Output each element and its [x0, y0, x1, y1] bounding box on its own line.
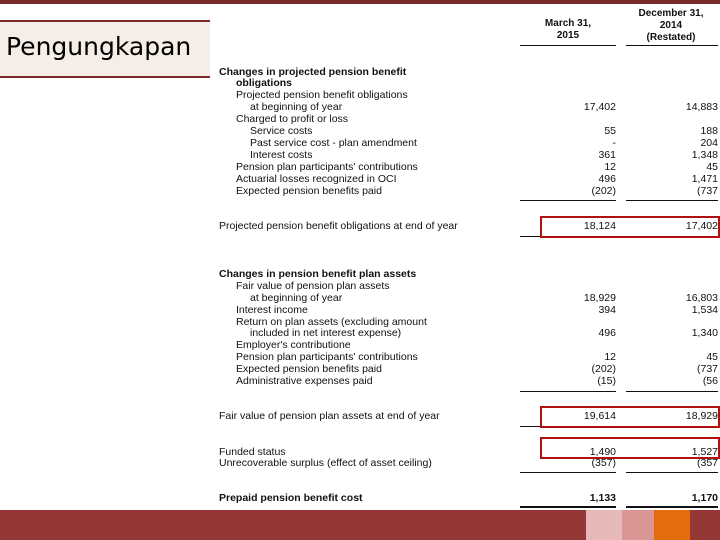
double-underline — [626, 506, 718, 508]
col2-header-line: December 31, — [638, 8, 704, 19]
highlight-box — [540, 406, 720, 428]
value-2014: 204 — [700, 137, 718, 149]
value-2015: - — [612, 137, 616, 149]
highlight-box — [540, 437, 720, 459]
value-2015: 1,133 — [589, 492, 616, 504]
value-2014: 18,929 — [685, 410, 718, 422]
row-label: obligations — [236, 77, 292, 89]
value-2014: 1,170 — [691, 492, 718, 504]
value-2015: 361 — [598, 149, 616, 161]
table-row — [212, 268, 720, 280]
value-2015: (15) — [597, 375, 616, 387]
col2-header-line: 2014 — [659, 20, 683, 31]
col2-header-line: (Restated) — [646, 32, 696, 43]
row-label: included in net interest expense) — [250, 327, 402, 339]
value-2015: (202) — [591, 363, 616, 375]
value-2014: 14,883 — [685, 101, 718, 113]
footer-block — [654, 510, 690, 540]
subtotal-line — [520, 200, 616, 201]
row-label: Fair value of pension plan assets — [236, 280, 390, 292]
value-2014: 188 — [700, 125, 718, 137]
value-2014: (737 — [696, 185, 718, 197]
value-2015: 19,614 — [583, 410, 616, 422]
value-2015: 18,929 — [583, 292, 616, 304]
row-label: Interest costs — [250, 149, 313, 161]
table-row — [212, 304, 720, 316]
row-label: Expected pension benefits paid — [236, 185, 382, 197]
row-label: Changes in projected pension benefit — [219, 66, 407, 78]
table-row — [212, 161, 720, 173]
table-row — [212, 101, 720, 113]
table-row — [212, 185, 720, 197]
value-2015: (357) — [591, 457, 616, 469]
row-label: at beginning of year — [250, 101, 343, 113]
row-label: Charged to profit or loss — [236, 113, 349, 125]
value-2014: 17,402 — [685, 220, 718, 232]
row-label: Return on plan assets (excluding amount — [236, 316, 427, 328]
value-2014: (737 — [696, 363, 718, 375]
col2-header — [626, 8, 716, 44]
value-2015: 394 — [598, 304, 616, 316]
row-label: at beginning of year — [250, 292, 343, 304]
value-2015: 12 — [604, 351, 616, 363]
subtotal-line — [520, 472, 616, 473]
table-row — [212, 492, 720, 504]
value-2015: 12 — [604, 161, 616, 173]
row-label: Fair value of pension plan assets at end of year — [219, 410, 440, 422]
footer-block — [586, 510, 622, 540]
value-2014: 1,471 — [691, 173, 718, 185]
table-row — [212, 327, 720, 339]
financial-table — [212, 4, 720, 510]
table-row — [212, 137, 720, 149]
table-row — [212, 292, 720, 304]
value-2014: (357 — [696, 457, 718, 469]
slide-title: Pengungkapan — [6, 32, 192, 61]
value-2015: 17,402 — [583, 101, 616, 113]
value-2014: 45 — [706, 351, 718, 363]
value-2015: 55 — [604, 125, 616, 137]
row-label: Prepaid pension benefit cost — [219, 492, 363, 504]
table-row — [212, 339, 720, 351]
table-row — [212, 149, 720, 161]
col1-header — [530, 18, 606, 42]
row-label: Service costs — [250, 125, 313, 137]
value-2015: 1,490 — [589, 446, 616, 458]
value-2014: 16,803 — [685, 292, 718, 304]
value-2014: 1,534 — [691, 304, 718, 316]
header-underline — [520, 45, 616, 46]
col1-header-line: 2015 — [556, 30, 580, 41]
row-label: Unrecoverable surplus (effect of asset ceiling) — [219, 457, 432, 469]
row-label: Pension plan participants' contributions — [236, 351, 418, 363]
row-label: Funded status — [219, 446, 286, 458]
table-row — [212, 351, 720, 363]
value-2014: 1,340 — [691, 327, 718, 339]
table-row — [212, 173, 720, 185]
subtotal-line — [626, 200, 718, 201]
table-row — [212, 375, 720, 387]
slide-title-box — [0, 20, 210, 78]
table-row — [212, 89, 720, 101]
value-2015: 496 — [598, 173, 616, 185]
row-label: Past service cost - plan amendment — [250, 137, 417, 149]
table-row — [212, 363, 720, 375]
table-row — [212, 125, 720, 137]
row-label: Actuarial losses recognized in OCI — [236, 173, 397, 185]
row-label: Projected pension benefit obligations at end of year — [219, 220, 458, 232]
col1-header-line: March 31, — [544, 18, 592, 29]
subtotal-line — [626, 391, 718, 392]
value-2014: 45 — [706, 161, 718, 173]
value-2015: 18,124 — [583, 220, 616, 232]
footer-block — [622, 510, 654, 540]
table-row — [212, 77, 720, 89]
row-label: Expected pension benefits paid — [236, 363, 382, 375]
row-label: Pension plan participants' contributions — [236, 161, 418, 173]
table-row — [212, 280, 720, 292]
row-label: Projected pension benefit obligations — [236, 89, 408, 101]
value-2015: 496 — [598, 327, 616, 339]
header-underline — [626, 45, 718, 46]
row-label: Interest income — [236, 304, 308, 316]
table-row — [212, 113, 720, 125]
value-2014: 1,348 — [691, 149, 718, 161]
value-2014: (56 — [702, 375, 718, 387]
value-2014: 1,527 — [691, 446, 718, 458]
row-label: Employer's contributione — [236, 339, 351, 351]
row-label: Administrative expenses paid — [236, 375, 373, 387]
highlight-box — [540, 216, 720, 238]
subtotal-line — [520, 391, 616, 392]
row-label: Changes in pension benefit plan assets — [219, 268, 417, 280]
double-underline — [520, 506, 616, 508]
value-2015: (202) — [591, 185, 616, 197]
subtotal-line — [626, 472, 718, 473]
